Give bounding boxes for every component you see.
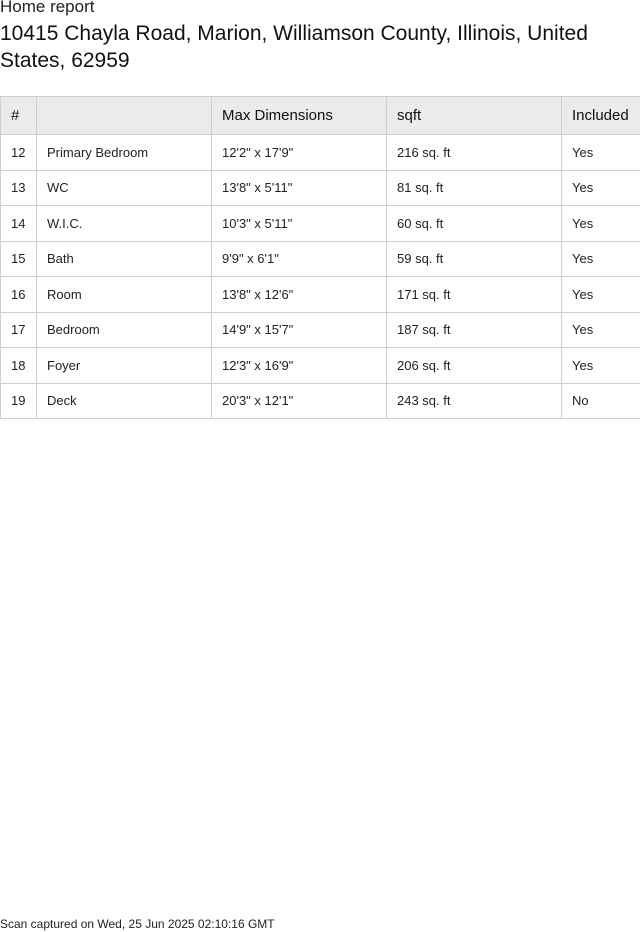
cell-dimensions: 20'3" x 12'1" (212, 383, 387, 419)
cell-included: Yes (562, 348, 640, 384)
cell-room-name: Foyer (37, 348, 212, 384)
cell-included: Yes (562, 170, 640, 206)
cell-number: 16 (1, 277, 37, 313)
cell-dimensions: 14'9" x 15'7" (212, 312, 387, 348)
cell-sqft: 243 sq. ft (387, 383, 562, 419)
cell-number: 18 (1, 348, 37, 384)
column-header-sqft: sqft (387, 97, 562, 135)
cell-number: 17 (1, 312, 37, 348)
cell-room-name: W.I.C. (37, 206, 212, 242)
cell-room-name: Primary Bedroom (37, 135, 212, 171)
column-header-max-dimensions: Max Dimensions (212, 97, 387, 135)
cell-dimensions: 12'2" x 17'9" (212, 135, 387, 171)
cell-number: 14 (1, 206, 37, 242)
cell-dimensions: 13'8" x 5'11" (212, 170, 387, 206)
cell-room-name: WC (37, 170, 212, 206)
report-subtitle: Home report (0, 0, 95, 16)
table-row (1, 206, 640, 242)
cell-number: 19 (1, 383, 37, 419)
table-header-row (1, 97, 640, 135)
cell-dimensions: 10'3" x 5'11" (212, 206, 387, 242)
cell-included: Yes (562, 277, 640, 313)
cell-sqft: 59 sq. ft (387, 241, 562, 277)
table-row (1, 312, 640, 348)
rooms-table (0, 96, 640, 419)
cell-included: Yes (562, 241, 640, 277)
cell-sqft: 171 sq. ft (387, 277, 562, 313)
cell-included: No (562, 383, 640, 419)
column-header-number: # (1, 97, 37, 135)
cell-room-name: Bath (37, 241, 212, 277)
column-header-included: Included (562, 97, 640, 135)
table-row (1, 383, 640, 419)
cell-number: 15 (1, 241, 37, 277)
table-row (1, 135, 640, 171)
cell-sqft: 187 sq. ft (387, 312, 562, 348)
cell-included: Yes (562, 312, 640, 348)
cell-sqft: 216 sq. ft (387, 135, 562, 171)
cell-included: Yes (562, 135, 640, 171)
table-row (1, 241, 640, 277)
table-row (1, 348, 640, 384)
property-address-title: 10415 Chayla Road, Marion, Williamson County, Illinois, United States, 62959 (0, 22, 588, 72)
cell-dimensions: 12'3" x 16'9" (212, 348, 387, 384)
cell-room-name: Bedroom (37, 312, 212, 348)
table-row (1, 170, 640, 206)
table-row (1, 277, 640, 313)
cell-room-name: Deck (37, 383, 212, 419)
cell-dimensions: 13'8" x 12'6" (212, 277, 387, 313)
scan-capture-timestamp: Scan captured on Wed, 25 Jun 2025 02:10:16 GMT (0, 917, 275, 931)
cell-number: 12 (1, 135, 37, 171)
cell-included: Yes (562, 206, 640, 242)
cell-sqft: 206 sq. ft (387, 348, 562, 384)
cell-sqft: 60 sq. ft (387, 206, 562, 242)
cell-number: 13 (1, 170, 37, 206)
column-header-room (37, 97, 212, 135)
cell-room-name: Room (37, 277, 212, 313)
cell-dimensions: 9'9" x 6'1" (212, 241, 387, 277)
cell-sqft: 81 sq. ft (387, 170, 562, 206)
